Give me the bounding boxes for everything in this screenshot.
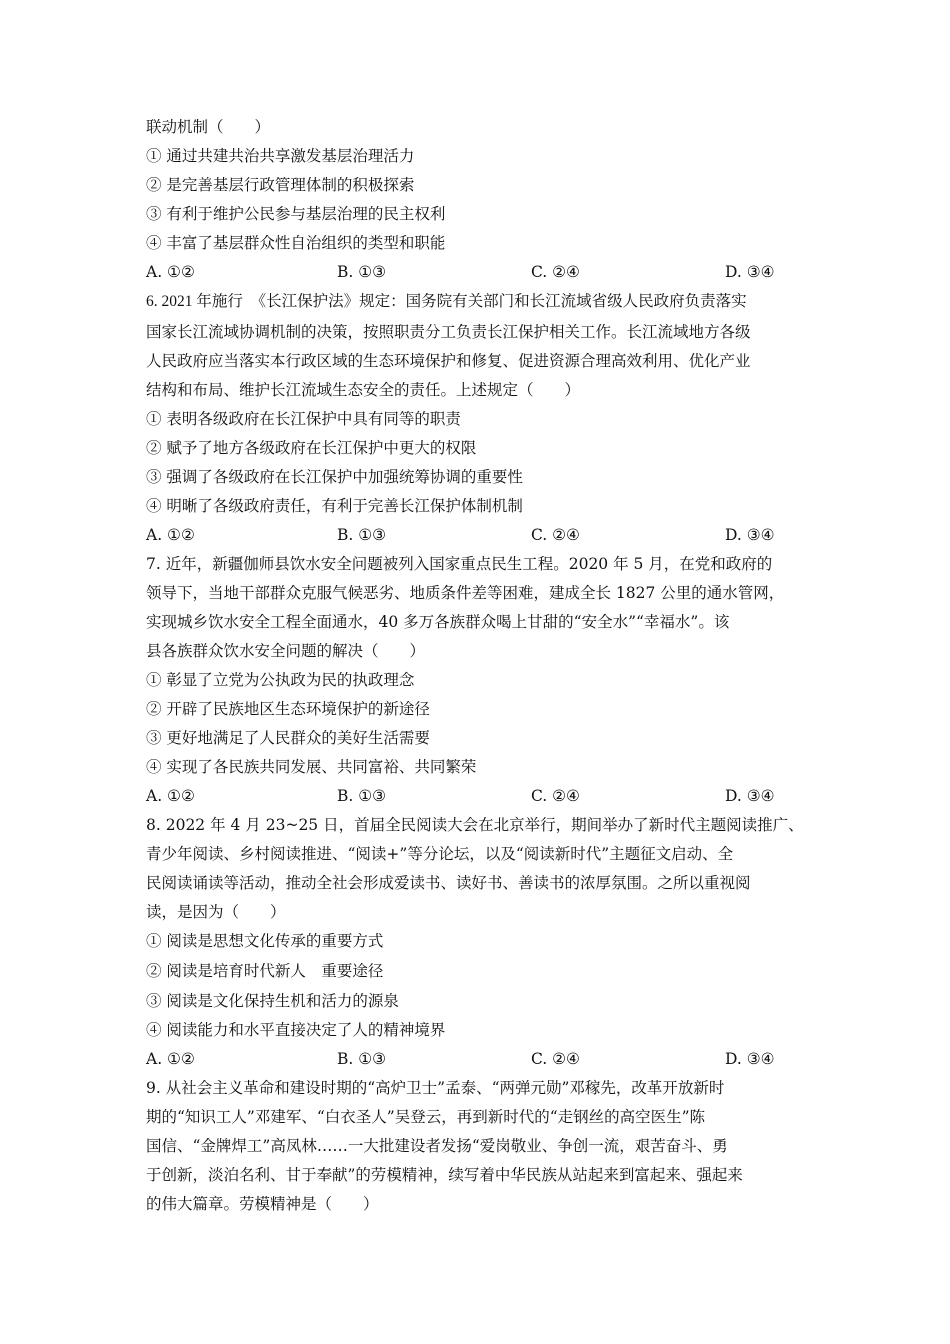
q7-choice-c: C. ②④ xyxy=(531,787,580,805)
q8-stem-line-1: 8. 2022 年 4 月 23~25 日，首届全民阅读大会在北京举行，期间举办了新时代主题阅读推广、 xyxy=(146,816,804,834)
q5-option-3: ③ 有利于维护公民参与基层治理的民主权利 xyxy=(146,205,446,223)
q9-stem-line-1: 9. 从社会主义革命和建设时期的“高炉卫士”孟泰、“两弹元勋”邓稼先，改革开放新时 xyxy=(146,1079,725,1097)
q5-option-2: ② 是完善基层行政管理体制的积极探索 xyxy=(146,176,415,194)
q5-stem-tail: 联动机制（ ） xyxy=(146,118,271,136)
q8-stem-line-3: 民阅读诵读等活动，推动全社会形成爱读书、读好书、善读书的浓厚氛围。之所以重视阅 xyxy=(146,874,751,892)
q8-choice-c: C. ②④ xyxy=(531,1050,580,1068)
q5-option-4: ④ 丰富了基层群众性自治组织的类型和职能 xyxy=(146,234,446,252)
q6-stem-line-2: 国家长江流域协调机制的决策，按照职责分工负责长江保护相关工作。长江流域地方各级 xyxy=(146,323,751,341)
q7-stem-line-1: 7. 近年，新疆伽师县饮水安全问题被列入国家重点民生工程。2020 年 5 月，在党和政府的 xyxy=(146,555,773,573)
q7-option-4: ④ 实现了各民族共同发展、共同富裕、共同繁荣 xyxy=(146,758,477,776)
q5-choice-a: A. ①② xyxy=(146,263,195,281)
q7-choice-d: D. ③④ xyxy=(725,787,775,805)
q6-stem-line-4: 结构和布局、维护长江流域生态安全的责任。上述规定（ ） xyxy=(146,381,581,399)
q7-choice-a: A. ①② xyxy=(146,787,195,805)
q8-option-1: ① 阅读是思想文化传承的重要方式 xyxy=(146,932,384,950)
q8-option-2: ② 阅读是培育时代新人 重要途径 xyxy=(146,962,384,980)
q9-stem-line-5: 的伟大篇章。劳模精神是（ ） xyxy=(146,1195,379,1213)
q9-stem-line-4: 于创新，淡泊名利、甘于奉献”的劳模精神，续写着中华民族从站起来到富起来、强起来 xyxy=(146,1166,743,1184)
q6-choice-c: C. ②④ xyxy=(531,526,580,544)
q6-option-2: ② 赋予了地方各级政府在长江保护中更大的权限 xyxy=(146,439,477,457)
q5-choices xyxy=(146,261,806,283)
q8-choices xyxy=(146,1048,806,1070)
q6-option-3: ③ 强调了各级政府在长江保护中加强统筹协调的重要性 xyxy=(146,468,523,486)
q6-stem-line-3: 人民政府应当落实本行政区域的生态环境保护和修复、促进资源合理高效利用、优化产业 xyxy=(146,352,751,370)
q5-choice-b: B. ①③ xyxy=(337,263,387,281)
q7-stem-line-4: 县各族群众饮水安全问题的解决（ ） xyxy=(146,642,426,660)
q9-stem-line-3: 国信、“金牌焊工”高凤林……一大批建设者发扬“爱岗敬业、争创一流，艰苦奋斗、勇 xyxy=(146,1137,728,1155)
q7-option-2: ② 开辟了民族地区生态环境保护的新途径 xyxy=(146,700,430,718)
q8-choice-a: A. ①② xyxy=(146,1050,195,1068)
q8-stem-line-2: 青少年阅读、乡村阅读推进、“阅读+”等分论坛，以及“阅读新时代”主题征文启动、全 xyxy=(146,845,734,863)
q8-option-3: ③ 阅读是文化保持生机和活力的源泉 xyxy=(146,992,399,1010)
q7-choice-b: B. ①③ xyxy=(337,787,387,805)
q8-option-4: ④ 阅读能力和水平直接决定了人的精神境界 xyxy=(146,1021,446,1039)
q7-stem-line-3: 实现城乡饮水安全工程全面通水，40 多万各族群众喝上甘甜的“安全水”“幸福水”。该 xyxy=(146,613,730,631)
q7-option-1: ① 彰显了立党为公执政为民的执政理念 xyxy=(146,671,415,689)
q8-choice-b: B. ①③ xyxy=(337,1050,387,1068)
q9-stem-line-2: 期的“知识工人”邓建军、“白衣圣人”吴登云，再到新时代的“走钢丝的高空医生”陈 xyxy=(146,1108,706,1126)
q6-stem-line-1: 6. 2021 年施行 《长江保护法》规定：国务院有关部门和长江流域省级人民政府负责落实 xyxy=(146,293,747,310)
q6-choice-a: A. ①② xyxy=(146,526,195,544)
q5-option-1: ① 通过共建共治共享激发基层治理活力 xyxy=(146,147,415,165)
q5-choice-c: C. ②④ xyxy=(531,263,580,281)
q7-option-3: ③ 更好地满足了人民群众的美好生活需要 xyxy=(146,729,430,747)
q7-choices xyxy=(146,785,806,807)
q6-option-1: ① 表明各级政府在长江保护中具有同等的职责 xyxy=(146,410,461,428)
q8-choice-d: D. ③④ xyxy=(725,1050,775,1068)
q6-choice-b: B. ①③ xyxy=(337,526,387,544)
q8-stem-line-4: 读，是因为（ ） xyxy=(146,903,286,921)
q7-stem-line-2: 领导下，当地干部群众克服气候恶劣、地质条件差等困难，建成全长 1827 公里的通水管网， xyxy=(146,584,785,602)
q5-choice-d: D. ③④ xyxy=(725,263,775,281)
q6-choice-d: D. ③④ xyxy=(725,526,775,544)
q6-choices xyxy=(146,524,806,546)
q6-option-4: ④ 明晰了各级政府责任，有利于完善长江保护体制机制 xyxy=(146,497,523,515)
